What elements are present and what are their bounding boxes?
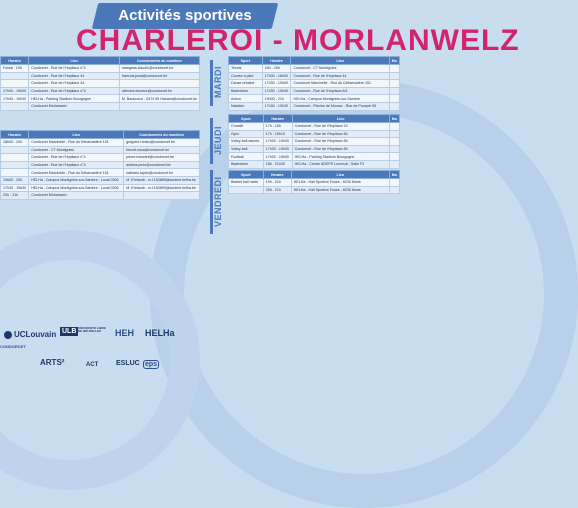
column-header: Coordonnées du moniteur: [124, 131, 200, 139]
table-cell: clément.dumeur@condorcet.be: [119, 87, 199, 95]
table-cell: [389, 123, 399, 131]
column-header: Sport: [229, 115, 264, 123]
table-cell: [389, 95, 399, 103]
page-title: Activités sportives: [118, 7, 252, 24]
table-cell: Condorcet - Rue de l'Hopitaux 44: [29, 72, 120, 80]
column-header: Lieu: [292, 115, 389, 123]
table-cell: 20h - 21h: [263, 186, 291, 194]
column-header: Coordonnées du moniteur: [119, 57, 199, 65]
table-row: [229, 65, 400, 73]
column-header: Horaire: [1, 57, 29, 65]
column-header: Lieu: [29, 131, 124, 139]
ulb-text: UNIVERSITÉ LIBRE DE BRUXELLES: [78, 326, 106, 334]
table-cell: Volley-ball: [229, 145, 264, 153]
table-row: [229, 186, 400, 194]
table-cell: mangeas.claudio@condorcet.be: [119, 65, 199, 73]
table-cell: 17h30 - 19h30: [263, 138, 292, 146]
table-cell: Course à pied: [229, 72, 263, 80]
table-cell: 20h - 21h: [1, 192, 29, 200]
table-cell: benoit.nosa@condorcet.be: [124, 146, 200, 154]
table-cell: [389, 138, 399, 146]
day-label-jeudi: JEUDI: [213, 125, 223, 155]
day-label-vendredi: VENDREDI: [213, 176, 223, 228]
eps-logo: eps: [145, 361, 158, 368]
table-cell: Condorcet - Piscine de Mouscr - Rue de Pourpre 56: [291, 102, 389, 110]
column-header: Sport: [229, 171, 264, 179]
esluc-logo: ESLUC: [116, 360, 140, 367]
table-cell: 18h - 20h: [262, 65, 291, 73]
table-row: [229, 80, 400, 88]
table-cell: Natation: [229, 102, 263, 110]
table-cell: [1, 102, 29, 110]
table-cell: [1, 72, 29, 80]
table-cell: HELHa - Campus Montignies-sur-Sambre - Local 0306: [29, 184, 124, 192]
table-cell: gregoire.romeo@condorcet.be: [124, 139, 200, 147]
day-label-mardi: MARDI: [213, 66, 223, 98]
column-header: Sport: [229, 57, 263, 65]
table-cell: 17h00 - 19h00: [1, 87, 29, 95]
table-row: [229, 145, 400, 153]
column-header: Horaire: [263, 115, 292, 123]
table-cell: pierre.meurant@condorcet.be: [124, 154, 200, 162]
table-cell: HELHa - Parking Stadium Bourgogne: [29, 95, 120, 103]
table-cell: [389, 153, 399, 161]
table-row: [1, 139, 200, 147]
table-cell: Gym: [229, 130, 264, 138]
table-cell: Condorcet Marcinelle - Rue du Débarcadère 151: [29, 139, 124, 147]
table-cell: Condorcet - CT Montignies: [291, 65, 389, 73]
column-header: Mo: [389, 171, 399, 179]
partner-logos: [0, 322, 175, 388]
table-row: [1, 87, 200, 95]
uclouvain-logo: UCLouvain: [4, 330, 56, 339]
table-cell: HELHa - Parking Stadium Bourgogne: [292, 153, 389, 161]
table-cell: [1, 80, 29, 88]
table-row: [1, 176, 200, 184]
table-cell: [389, 72, 399, 80]
table-cell: Condorcet - Rue de l'Hopitaux 44: [291, 72, 389, 80]
table-cell: [389, 130, 399, 138]
table-cell: M. Ehrlandt - m.f.163890@student.helha.be: [124, 184, 200, 192]
uclouvain-mark-icon: [4, 331, 12, 339]
table-cell: 17h00 - 18h00: [262, 72, 291, 80]
table-cell: [389, 65, 399, 73]
table-cell: Condorcet - Rue de l'Hopitaux 44: [29, 80, 120, 88]
table-cell: Football: [229, 153, 264, 161]
table-cell: Tennis: [229, 65, 263, 73]
table-cell: Condorcet - Rue de l'Hopitaux n°4: [29, 87, 120, 95]
table-cell: Aviron: [229, 95, 263, 103]
table-row: [1, 80, 200, 88]
table-row: [1, 72, 200, 80]
table-row: [229, 95, 400, 103]
table-cell: Futsal : 19h: [1, 65, 29, 73]
table-cell: 17h30 - 19h30: [262, 102, 291, 110]
table-row: [1, 154, 200, 162]
city-title: CHARLEROI - MORLANWELZ: [76, 24, 520, 57]
table-cell: [389, 186, 399, 194]
table-cell: Condorcet - Rue de l'Hopitaux n°4: [29, 65, 120, 73]
table-cell: [229, 186, 264, 194]
table-cell: 17h30 - 19h30: [263, 145, 292, 153]
table-cell: [1, 169, 29, 177]
table-row: [229, 130, 400, 138]
table-cell: Condorcet Morlanwelz: [29, 192, 124, 200]
table-cell: Condorcet - Rue de l'Hopitaux n°4: [29, 154, 124, 162]
table-cell: Condorcet - Rue de l'Hopitaux 84: [292, 138, 389, 146]
table-cell: Condorcet Morlanwelz: [29, 102, 120, 110]
table-row: [1, 161, 200, 169]
table-row: [229, 160, 400, 168]
table-cell: [389, 87, 399, 95]
table-cell: [389, 80, 399, 88]
table-cell: Danse urbaine: [229, 80, 263, 88]
table-cell: 17h - 18h: [263, 123, 292, 131]
table-row: [229, 72, 400, 80]
table-cell: 19h00 - 20h: [1, 176, 29, 184]
table-cell: HELHa - Centre ADEPS Loverval - Salle F3: [292, 160, 389, 168]
table-cell: HELHa - Campus Montignies-sur-Sambre - Local 0306: [29, 176, 124, 184]
schedule-table-left-1: [0, 56, 200, 111]
table-row: [1, 102, 200, 110]
column-header: Horaire: [262, 57, 291, 65]
table-cell: Condorcet - Rue de l'Hopitaux 24: [292, 123, 389, 131]
column-header: Lieu: [29, 57, 120, 65]
heh-logo: HEH: [115, 328, 135, 338]
column-header: Mo: [389, 115, 399, 123]
table-cell: Condorcet - Rue de l'Hopitaux 8/4: [291, 87, 389, 95]
table-cell: 17h30 - 19h30: [1, 184, 29, 192]
table-cell: [124, 192, 200, 200]
table-cell: HELHa - Campus Montignies-sur-Sambre: [291, 95, 389, 103]
ulb-logo: ULB: [62, 328, 77, 335]
table-cell: [389, 179, 399, 187]
table-cell: 17h30 - 19h30: [262, 87, 291, 95]
table-row: [229, 102, 400, 110]
table-cell: 17h - 19h15: [263, 130, 292, 138]
column-header: Horaire: [263, 171, 291, 179]
table-cell: Condorcet - Rue de l'Hopitaux 84: [292, 145, 389, 153]
table-cell: 19h00 - 21h: [262, 95, 291, 103]
table-cell: [1, 146, 29, 154]
table-cell: Condorcet - CT Montignies: [29, 146, 124, 154]
schedule-table-left-2: [0, 130, 200, 200]
table-cell: Basket ball mixte: [229, 179, 264, 187]
table-cell: Condorcet Marcinelle - Rue du Débarcadère 151: [29, 169, 124, 177]
table-cell: francois.jesal@condorcet.be: [119, 72, 199, 80]
table-row: [229, 179, 400, 187]
table-row: [229, 87, 400, 95]
table-cell: 17h30 - 19h00: [262, 80, 291, 88]
schedule-table-mardi: [228, 56, 400, 111]
table-cell: HELHa - Hall Sportive Fosse - 8230 Mons: [291, 186, 389, 194]
column-header: Mo: [389, 57, 399, 65]
schedule-table-vendredi: [228, 170, 400, 194]
table-row: [1, 169, 200, 177]
condorcet-logo: CONDORCET: [0, 344, 26, 349]
table-cell: Condorcet - Rue de l'Hopitaux n°4: [29, 161, 124, 169]
table-cell: [389, 160, 399, 168]
table-row: [1, 65, 200, 73]
table-cell: Crossfit: [229, 123, 264, 131]
table-row: [1, 95, 200, 103]
table-cell: [1, 154, 29, 162]
table-cell: Volley-ball dames: [229, 138, 264, 146]
table-cell: Badminton: [229, 160, 264, 168]
table-cell: 17h30 - 19h30: [263, 153, 292, 161]
table-cell: 18h - 21h30: [263, 160, 292, 168]
table-cell: Condorcet - Rue de l'Hopitaux 84: [292, 130, 389, 138]
table-row: [229, 138, 400, 146]
table-cell: [1, 161, 29, 169]
column-header: Lieu: [291, 171, 389, 179]
table-row: [1, 184, 200, 192]
table-cell: 18h00 - 20h: [1, 139, 29, 147]
table-row: [229, 123, 400, 131]
table-row: [1, 146, 200, 154]
schedule-table-jeudi: [228, 114, 400, 169]
table-cell: 17h30 - 19h30: [1, 95, 29, 103]
table-row: [229, 153, 400, 161]
table-cell: nathans.taylor@condorcet.be: [124, 169, 200, 177]
helha-logo: HELHa: [145, 328, 175, 338]
table-cell: 19h - 21h: [263, 179, 291, 187]
column-header: Horaire: [1, 131, 29, 139]
table-cell: M. Ehrlandt - m.f.163889@student.helha.be: [124, 176, 200, 184]
table-cell: andrea.pezo@condorcet.be: [124, 161, 200, 169]
act-logo: ACT: [86, 362, 99, 368]
table-cell: Badminton: [229, 87, 263, 95]
table-cell: [389, 102, 399, 110]
table-cell: [119, 80, 199, 88]
table-cell: M. Baraconol - 0474 95 Hainaut@condorcet.be: [119, 95, 199, 103]
table-cell: HELHa - Hall Sportive Fosse - 8230 Mons: [291, 179, 389, 187]
table-cell: [119, 102, 199, 110]
column-header: Lieu: [291, 57, 389, 65]
table-cell: Condorcet Marcinelle - Rue du Débarcadère 151: [291, 80, 389, 88]
table-row: [1, 192, 200, 200]
arts2-logo: ARTS²: [40, 358, 65, 367]
table-cell: [389, 145, 399, 153]
